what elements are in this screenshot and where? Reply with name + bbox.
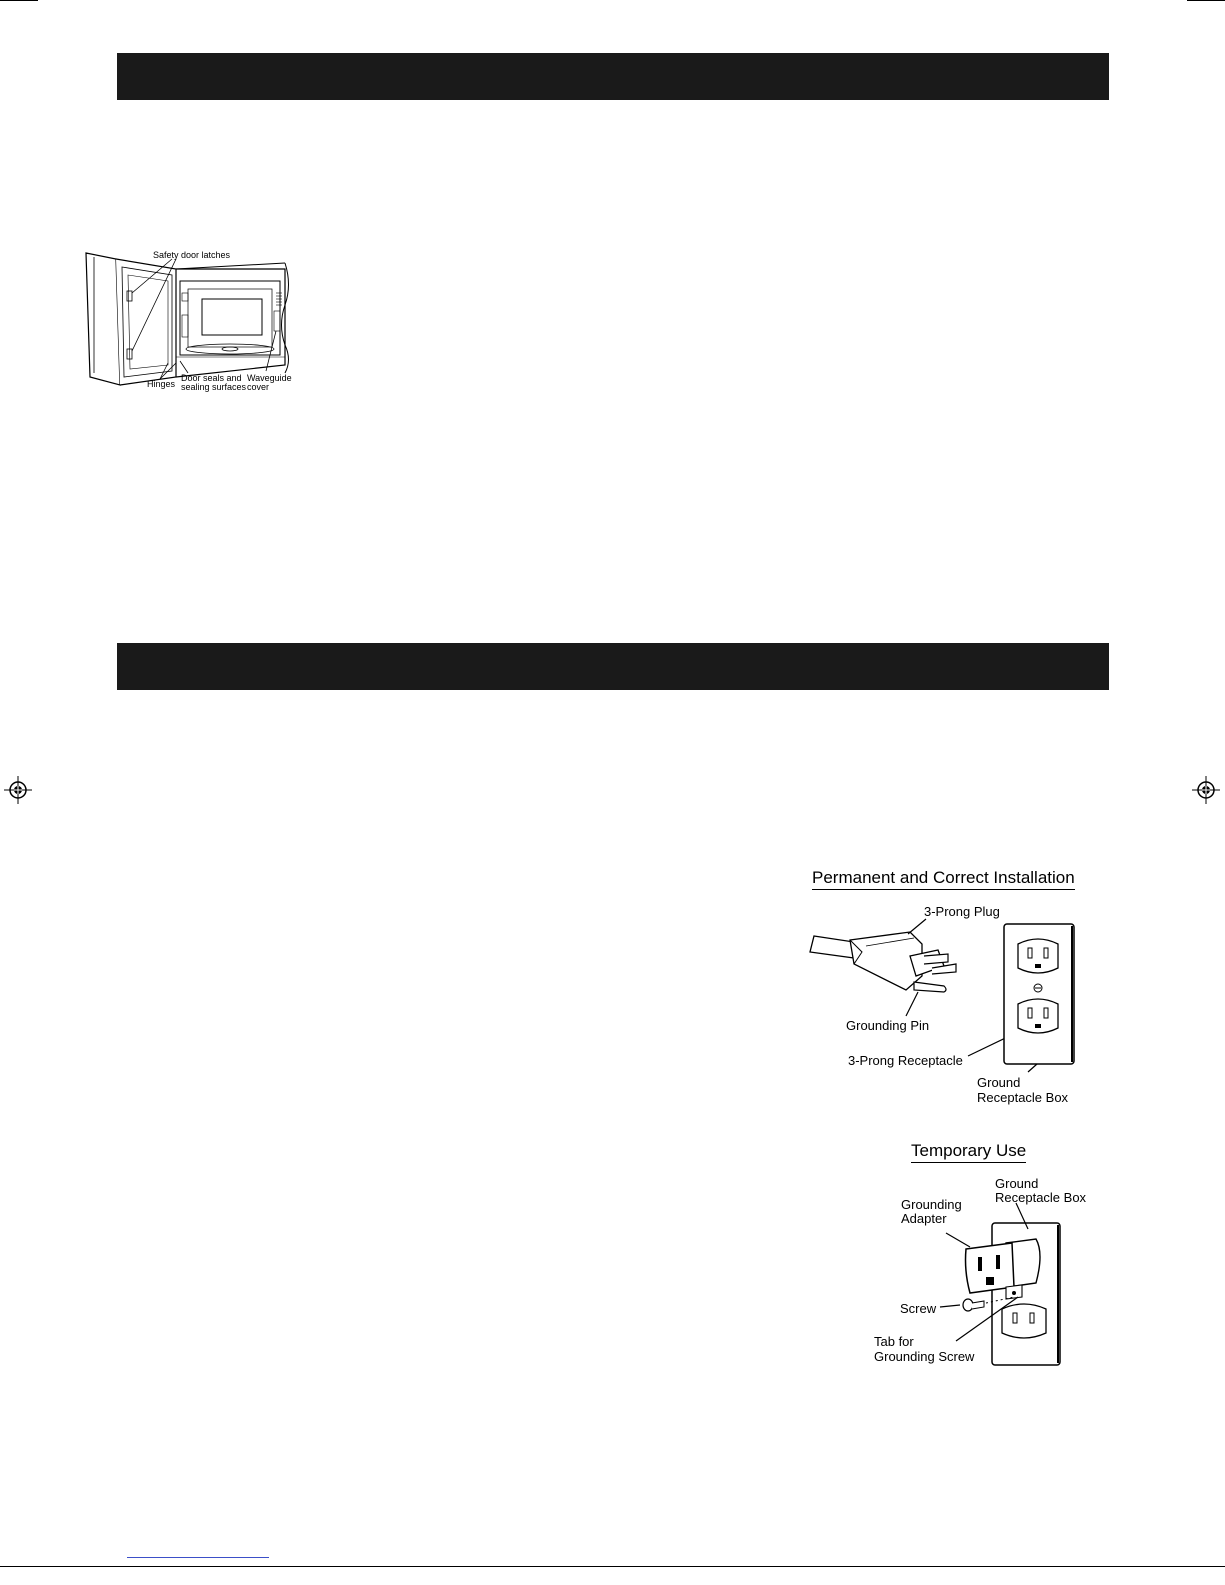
label-tab-line1: Tab for (874, 1334, 914, 1349)
registration-mark-left (4, 776, 32, 804)
label-waveguide-line2: cover (247, 382, 270, 392)
section-header-bar-1 (117, 53, 1109, 100)
label-door-seals-line2: sealing surfaces (181, 382, 247, 392)
label-grounding-adapter-line2: Adapter (901, 1211, 947, 1226)
label-three-prong-receptacle: 3-Prong Receptacle (848, 1053, 963, 1068)
permanent-installation-title: Permanent and Correct Installation (812, 868, 1075, 890)
label-three-prong-plug: 3-Prong Plug (924, 904, 1000, 919)
crop-mark-top-right (1187, 0, 1225, 1)
microwave-figure (80, 245, 300, 395)
registration-mark-right (1192, 776, 1220, 804)
label-door-seals-line1: Door seals and (181, 373, 242, 383)
label-hinges: Hinges (147, 379, 176, 389)
label-screw: Screw (900, 1301, 937, 1316)
temporary-use-title: Temporary Use (911, 1141, 1026, 1163)
label-tab-line2: Grounding Screw (874, 1349, 975, 1364)
section-header-bar-2 (117, 643, 1109, 690)
label-grounding-pin: Grounding Pin (846, 1018, 930, 1033)
crop-mark-top-left (0, 0, 38, 1)
label-temp-ground-receptacle-box-line2: Receptacle Box (995, 1190, 1087, 1205)
label-grounding-adapter-line1: Grounding (901, 1197, 962, 1212)
crop-mark-bottom-rule (0, 1566, 1225, 1567)
label-ground-receptacle-box-line1: Ground (977, 1075, 1021, 1090)
label-temp-ground-receptacle-box-line1: Ground (995, 1176, 1039, 1191)
crop-mark-bottom-underline (127, 1557, 269, 1558)
label-waveguide-line1: Waveguide (247, 373, 292, 383)
three-prong-plug-illustration (806, 864, 1106, 1114)
label-safety-door-latches: Safety door latches (153, 250, 231, 260)
temporary-use-figure (866, 1137, 1106, 1372)
label-ground-receptacle-box-line2: Receptacle Box (977, 1090, 1069, 1105)
permanent-installation-figure (806, 864, 1106, 1114)
